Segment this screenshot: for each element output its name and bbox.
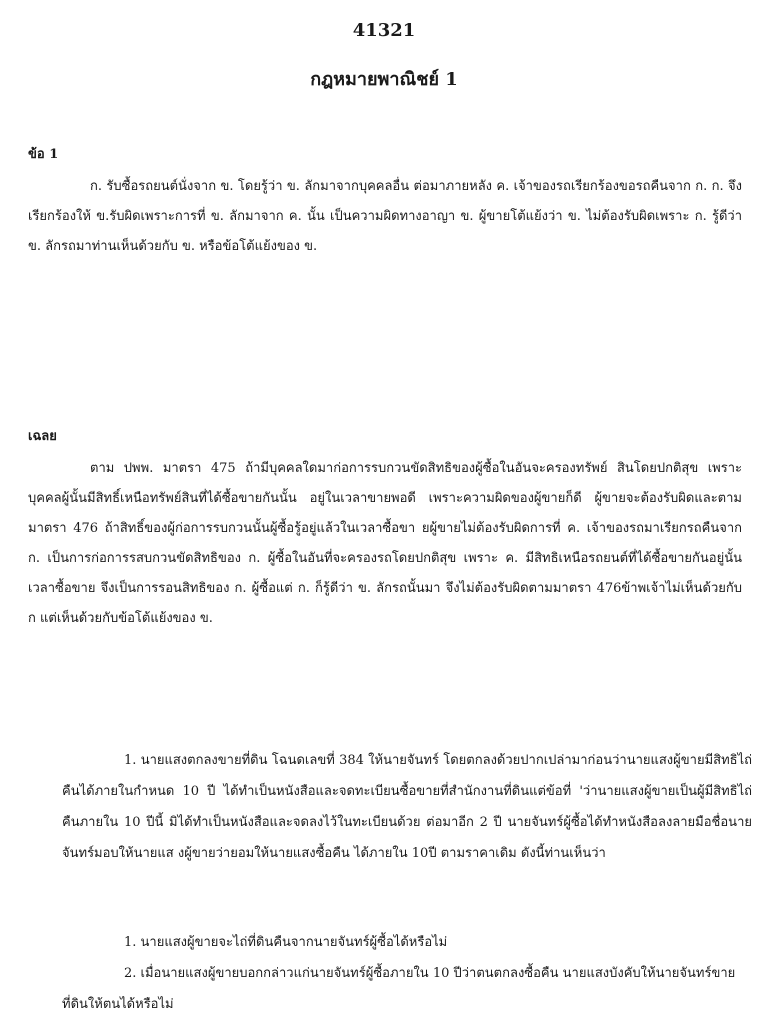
- course-code: 41321: [352, 20, 416, 41]
- course-title: กฎหมายพาณิชย์ 1: [310, 69, 458, 90]
- answer-heading: เฉลย: [28, 429, 57, 444]
- question-1-heading: ข้อ 1: [28, 147, 59, 162]
- question-2-sub-item-1: 1. นายแสงผู้ขายจะไถ่ที่ดินคืนจากนายจันทร์ผู้ซื้อได้หรือไม่: [124, 935, 448, 950]
- answer-text: ตาม ปพพ. มาตรา 475 ถ้ามีบุคคลใดมาก่อการรบกวนขัดสิทธิของผู้ซื้อในอันจะครองทรัพย์ สินโดยปกติสุข เพราะบุคคลผู้นั้นมีสิทธิ์เหนือทรัพย์สินที่ได้ซื้อขายกันนั้น อยู่ในเวลาขายพอดี เพราะความผิดของผู้ขายก็ดี ผู้ขายจะต้องรับผิดและตามมาตรา 476 ถ้าสิทธิ์ของผู้ก่อการรบกวนนั้นผู้ซื้อรู้อยู่แล้วในเวลาซื้อขา ยผู้ขายไม่ต้องรับผิดการที่ ค. เจ้าของรถมาเรียกรถคืนจาก ก. เป็นการก่อการรสบกวนขัดสิทธิของ ก. ผู้ซื้อในอันที่จะครองรถโดยปกติสุข เพราะ ค. มีสิทธิเหนือรถยนต์ที่ได้ซื้อขายกันอยู่นั้นเวลาซื้อขาย จึงเป็นการรอนสิทธิของ ก. ผู้ซื้อแต่ ก. ก็รู้ดีว่า ข. ลักรถนั้นมา จึงไม่ต้องรับผิดตามมาตรา 476ข้าพเจ้าไม่เห็นด้วยกับ ก แต่เห็นด้วยกับข้อโต้แย้งของ ข.: [28, 461, 742, 626]
- question-2-sub-item-2: 2. เมื่อนายแสงผู้ขายบอกกล่าวแก่นายจันทร์ผู้ซื้อภายใน 10 ปีว่าตนตกลงซื้อคืน นายแสงบังคับให้นายจันทร์ขายที่ดินให้ตนได้หรือไม่: [62, 966, 736, 1012]
- question-2-intro: 1. นายแสงตกลงขายที่ดิน โฉนดเลขที่ 384 ให้นายจันทร์ โดยตกลงด้วยปากเปล่ามาก่อนว่านายแสงผู้ขายมีสิทธิไถ่คืนได้ภายในกำหนด 10 ปี ได้ทำเป็นหนังสือและจดทะเบียนซื้อขายที่สำนักงานที่ดินแต่ข้อที่ 'ว่านายแสงผู้ขายเป็นผู้มีสิทธิไถ่คืนภายใน 10 ปีนี้ มิได้ทำเป็นหนังสือและจดลงไว้ในทะเบียนด้วย ต่อมาอีก 2 ปี นายจันทร์ผู้ซื้อได้ทำหนังสือลงลายมือชื่อนายจันทร์มอบให้นายแส งผู้ขายว่ายอมให้นายแสงซื้อคืน ได้ภายใน 10ปี ตามราคาเดิม ดังนี้ท่านเห็นว่า: [62, 753, 752, 861]
- question-2-sub-list: [62, 927, 752, 1020]
- question-1-text: ก. รับซื้อรถยนต์นั่งจาก ข. โดยรู้ว่า ข. ลักมาจากบุคคลอื่น ต่อมาภายหลัง ค. เจ้าของรถเรียกร้องขอรถคืนจาก ก. ก. จึงเรียกร้องให้ ข.รับผิดเพราะการที่ ข. ลักมาจาก ค. นั้น เป็นความผิดทางอาญา ข. ผู้ขายโต้แย้งว่า ข. ไม่ต้องรับผิดเพราะ ก. รู้ดีว่า ข. ลักรถมาท่านเห็นด้วยกับ ข. หรือข้อโต้แย้งของ ข.: [28, 179, 742, 254]
